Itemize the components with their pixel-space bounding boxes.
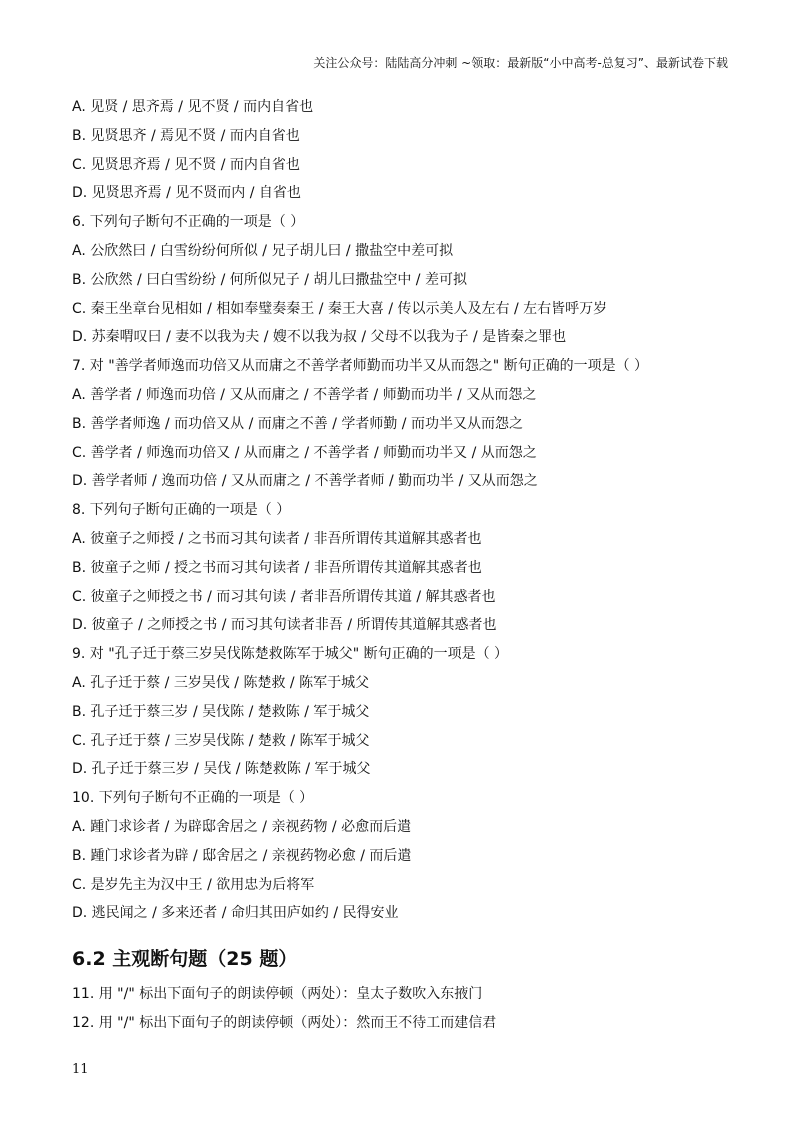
question-8: 8. 下列句子断句正确的一项是（ ） xyxy=(72,502,291,519)
option-line: D. 见贤思齐焉 / 见不贤而内 / 自省也 xyxy=(72,185,301,202)
option-line: A. 见贤 / 思齐焉 / 见不贤 / 而内自省也 xyxy=(72,99,314,115)
page-number: 11 xyxy=(72,1062,89,1077)
option-line: D. 彼童子 / 之师授之书 / 而习其句读者非吾 / 所谓传其道解其惑者也 xyxy=(72,617,497,634)
option-line: D. 善学者师 / 逸而功倍 / 又从而庸之 / 不善学者师 / 勤而功半 / 又从而怨之 xyxy=(72,473,538,490)
option-line: B. 踵门求诊者为辟 / 邸舍居之 / 亲视药物必愈 / 而后遣 xyxy=(72,847,412,864)
option-line: D. 苏秦喟叹曰 / 妻不以我为夫 / 嫂不以我为叔 / 父母不以我为子 / 是皆秦之罪也 xyxy=(72,329,567,346)
option-line: C. 孔子迁于蔡 / 三岁吴伐陈 / 楚救 / 陈军于城父 xyxy=(72,732,370,749)
page-header: 关注公众号：陆陆高分冲刺 ~领取：最新版“小中高考-总复习”、最新试卷下载 xyxy=(313,56,728,70)
option-line: A. 善学者 / 师逸而功倍 / 又从而庸之 / 不善学者 / 师勤而功半 / 又从而怨之 xyxy=(72,386,537,403)
option-line: C. 彼童子之师授之书 / 而习其句读 / 者非吾所谓传其道 / 解其惑者也 xyxy=(72,588,496,605)
question-12: 12. 用 "/" 标出下面句子的朗读停顿（两处）：然而王不待工而建信君 xyxy=(72,1014,497,1031)
option-line: C. 秦王坐章台见相如 / 相如奉璧奏秦王 / 秦王大喜 / 传以示美人及左右 / 左右皆呼万岁 xyxy=(72,300,608,317)
option-line: C. 是岁先主为汉中王 / 欲用忠为后将军 xyxy=(72,876,315,893)
option-line: D. 逃民闻之 / 多来还者 / 命归其田庐如约 / 民得安业 xyxy=(72,905,399,922)
option-line: B. 公欣然 / 曰白雪纷纷 / 何所似兄子 / 胡儿曰撒盐空中 / 差可拟 xyxy=(72,271,467,288)
option-line: D. 孔子迁于蔡三岁 / 吴伐 / 陈楚救陈 / 军于城父 xyxy=(72,761,371,778)
option-line: C. 见贤思齐焉 / 见不贤 / 而内自省也 xyxy=(72,156,300,173)
page-content xyxy=(72,93,732,1038)
section-title: 6.2 主观断句题（25 题） xyxy=(72,948,298,971)
question-9: 9. 对 "孔子迁于蔡三岁吴伐陈楚救陈军于城父" 断句正确的一项是（ ） xyxy=(72,646,509,663)
option-line: C. 善学者 / 师逸而功倍又 / 从而庸之 / 不善学者 / 师勤而功半又 / 从而怨之 xyxy=(72,444,537,461)
question-11: 11. 用 "/" 标出下面句子的朗读停顿（两处）：皇太子数吹入东掖门 xyxy=(72,986,483,1003)
option-line: B. 彼童子之师 / 授之书而习其句读者 / 非吾所谓传其道解其惑者也 xyxy=(72,559,482,576)
option-line: B. 善学者师逸 / 而功倍又从 / 而庸之不善 / 学者师勤 / 而功半又从而怨之 xyxy=(72,415,523,432)
option-line: B. 见贤思齐 / 焉见不贤 / 而内自省也 xyxy=(72,127,300,144)
option-line: B. 孔子迁于蔡三岁 / 吴伐陈 / 楚救陈 / 军于城父 xyxy=(72,703,370,720)
question-6: 6. 下列句子断句不正确的一项是（ ） xyxy=(72,214,305,231)
question-10: 10. 下列句子断句不正确的一项是（ ） xyxy=(72,790,314,807)
option-line: A. 踵门求诊者 / 为辟邸舍居之 / 亲视药物 / 必愈而后遣 xyxy=(72,818,412,835)
option-line: A. 孔子迁于蔡 / 三岁吴伐 / 陈楚救 / 陈军于城父 xyxy=(72,674,370,691)
option-line: A. 公欣然曰 / 白雪纷纷何所似 / 兄子胡儿曰 / 撒盐空中差可拟 xyxy=(72,242,454,259)
option-line: A. 彼童子之师授 / 之书而习其句读者 / 非吾所谓传其道解其惑者也 xyxy=(72,530,482,547)
question-7: 7. 对 "善学者师逸而功倍又从而庸之不善学者师勤而功半又从而怨之" 断句正确的一项是（ ） xyxy=(72,358,649,375)
